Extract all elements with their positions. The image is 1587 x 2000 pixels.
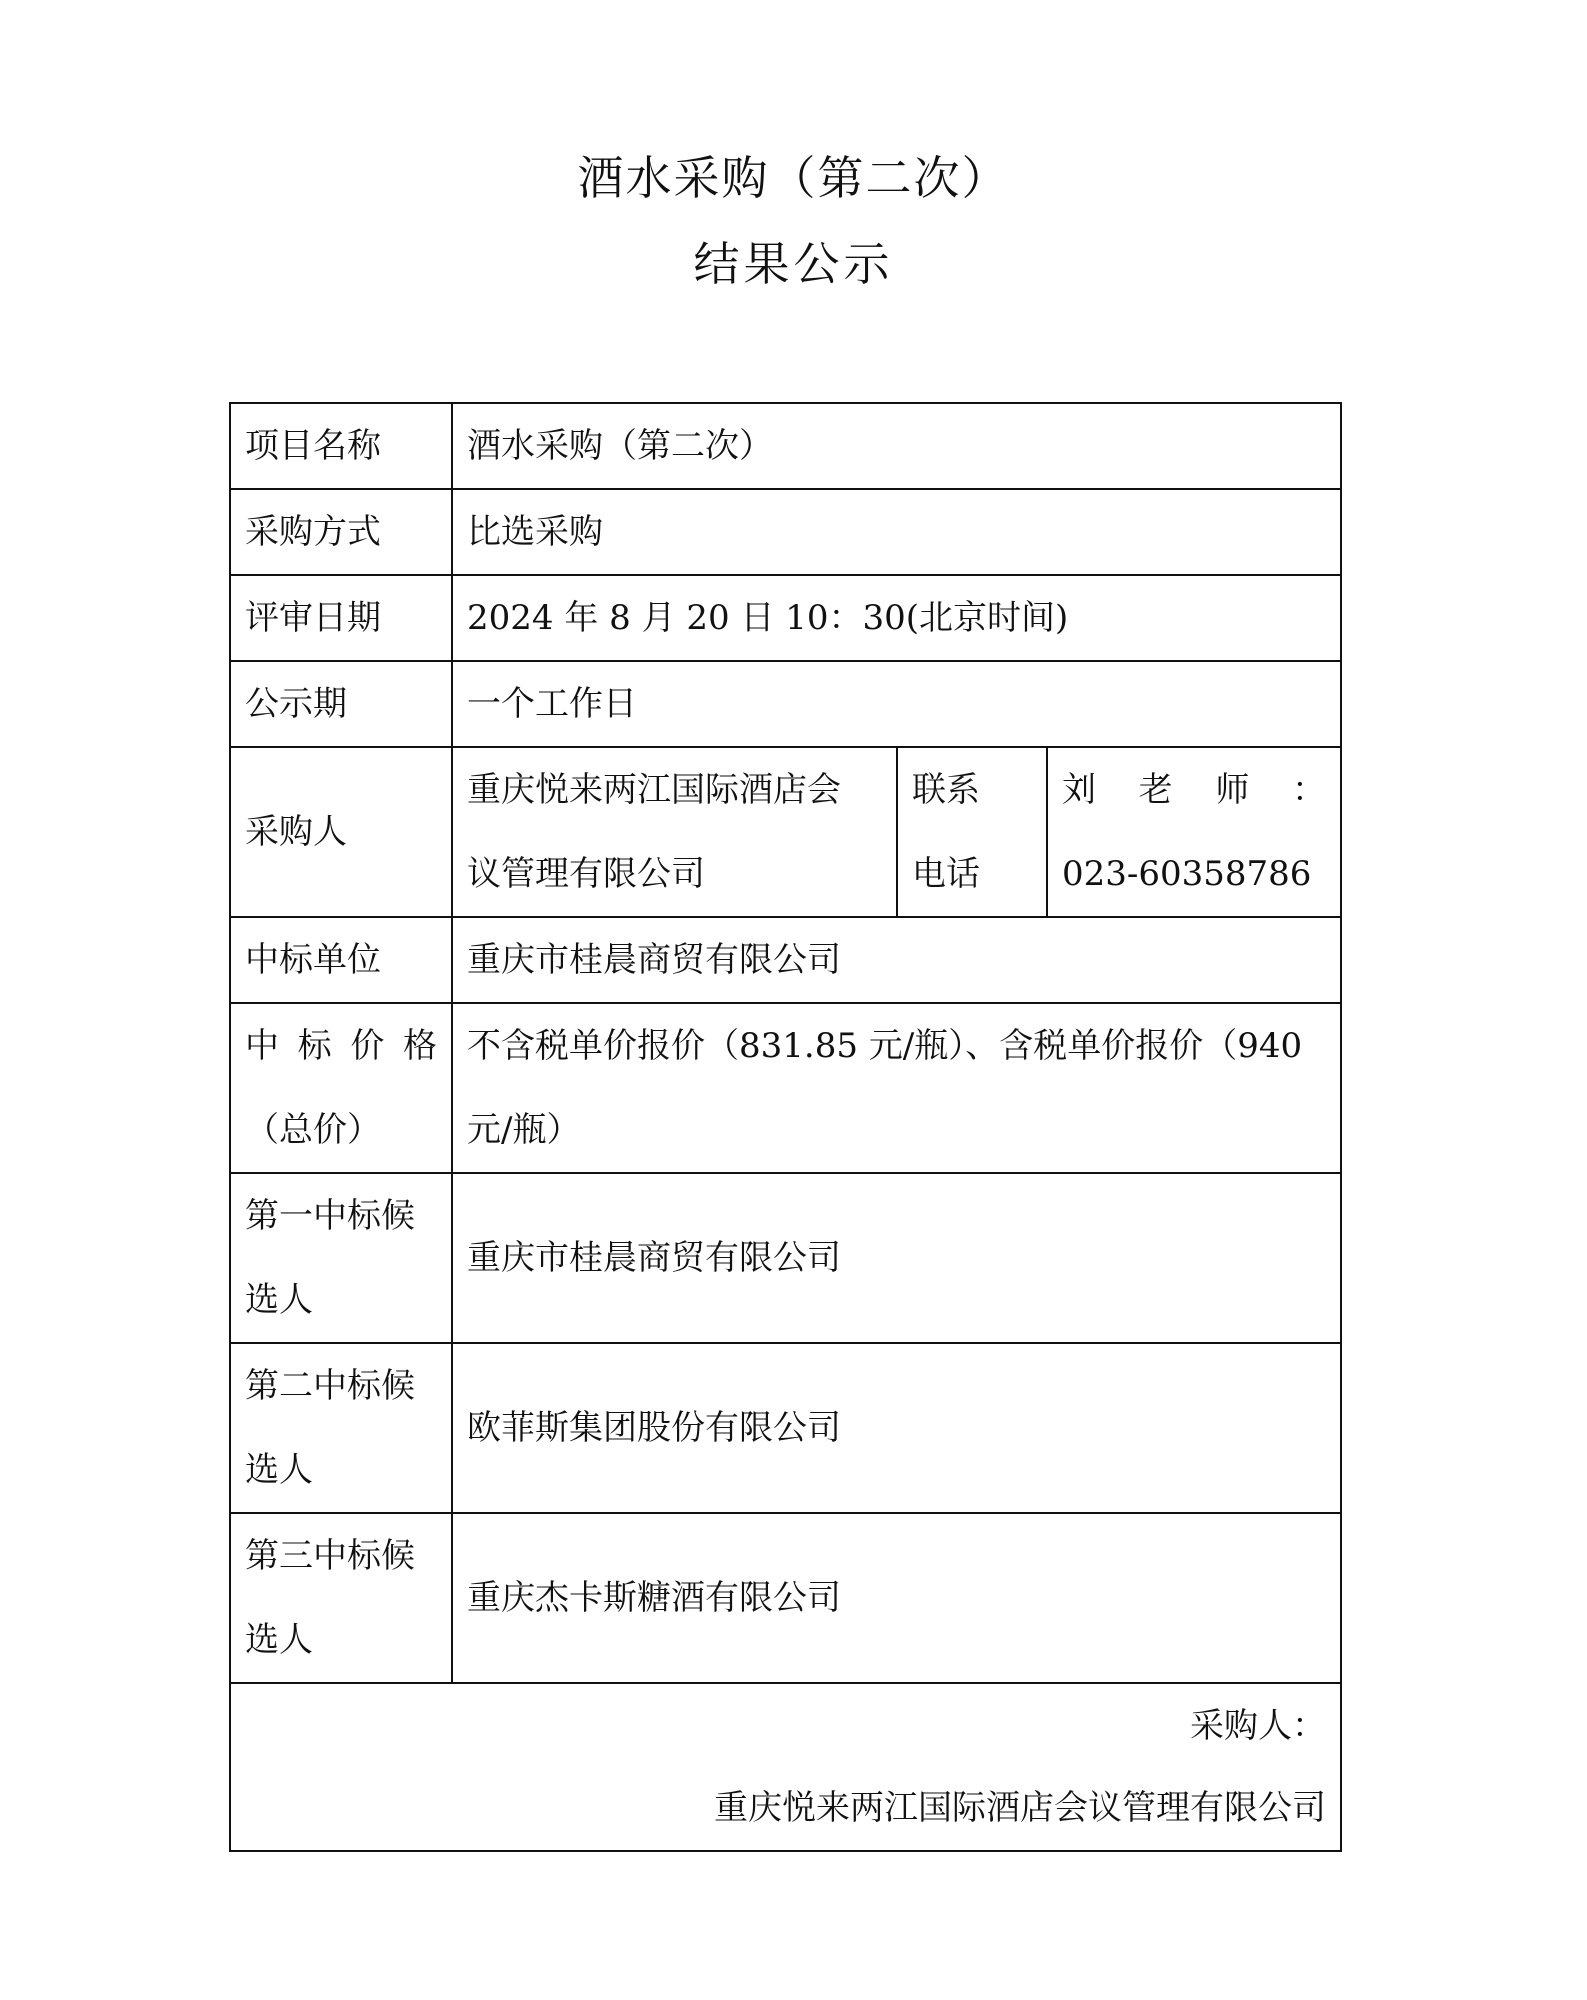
label-review-date: 评审日期 [230, 575, 452, 661]
label-candidate-1 [230, 1173, 452, 1343]
candidate-1-label-line1: 第一中标候 [245, 1196, 415, 1236]
contact-person: 刘 老 师 ： [1062, 770, 1326, 810]
value-notice-period: 一个工作日 [452, 661, 1341, 747]
label-price [230, 1003, 452, 1173]
value-review-date: 2024 年 8 月 20 日 10：30(北京时间) [452, 575, 1341, 661]
row-purchaser [230, 747, 1341, 917]
row-signature [230, 1683, 1341, 1851]
row-notice-period [230, 661, 1341, 747]
value-purchaser [452, 747, 897, 917]
label-method: 采购方式 [230, 489, 452, 575]
page-subtitle: 结果公示 [693, 237, 894, 291]
contact-label-line2: 电话 [912, 854, 980, 894]
value-candidate-2: 欧菲斯集团股份有限公司 [452, 1343, 1341, 1513]
row-candidate-2 [230, 1343, 1341, 1513]
row-price [230, 1003, 1341, 1173]
page-title: 酒水采购（第二次） [577, 151, 1010, 205]
row-candidate-3 [230, 1513, 1341, 1683]
label-project-name: 项目名称 [230, 403, 452, 489]
label-purchaser: 采购人 [230, 747, 452, 917]
purchaser-line2: 议管理有限公司 [467, 854, 705, 894]
value-price [452, 1003, 1341, 1173]
row-method [230, 489, 1341, 575]
value-candidate-3: 重庆杰卡斯糖酒有限公司 [452, 1513, 1341, 1683]
value-winner: 重庆市桂晨商贸有限公司 [452, 917, 1341, 1003]
row-candidate-1 [230, 1173, 1341, 1343]
candidate-1-label-line2: 选人 [245, 1280, 313, 1320]
candidate-2-label-line2: 选人 [245, 1450, 313, 1490]
contact-label-line1: 联系 [912, 770, 980, 810]
label-contact-phone [897, 747, 1047, 917]
result-table [229, 402, 1342, 1852]
signature-block [230, 1683, 1341, 1851]
label-notice-period: 公示期 [230, 661, 452, 747]
label-winner: 中标单位 [230, 917, 452, 1003]
price-label-line1: 中 标 价 格 [245, 1026, 437, 1066]
value-project-name: 酒水采购（第二次） [452, 403, 1341, 489]
contact-number: 023-60358786 [1062, 854, 1312, 894]
signature-label: 采购人： [1190, 1706, 1326, 1746]
label-candidate-2 [230, 1343, 452, 1513]
value-candidate-1: 重庆市桂晨商贸有限公司 [452, 1173, 1341, 1343]
value-method: 比选采购 [452, 489, 1341, 575]
price-label-line2: （总价） [245, 1110, 381, 1150]
label-candidate-3 [230, 1513, 452, 1683]
price-line1: 不含税单价报价（831.85 元/瓶）、含税单价报价（940 [467, 1026, 1303, 1066]
candidate-3-label-line1: 第三中标候 [245, 1536, 415, 1576]
price-line2: 元/瓶） [467, 1110, 581, 1150]
candidate-2-label-line1: 第二中标候 [245, 1366, 415, 1406]
row-winner [230, 917, 1341, 1003]
purchaser-line1: 重庆悦来两江国际酒店会 [467, 770, 841, 810]
signature-company: 重庆悦来两江国际酒店会议管理有限公司 [714, 1788, 1326, 1828]
value-contact-phone [1047, 747, 1341, 917]
candidate-3-label-line2: 选人 [245, 1620, 313, 1660]
row-review-date [230, 575, 1341, 661]
row-project-name [230, 403, 1341, 489]
